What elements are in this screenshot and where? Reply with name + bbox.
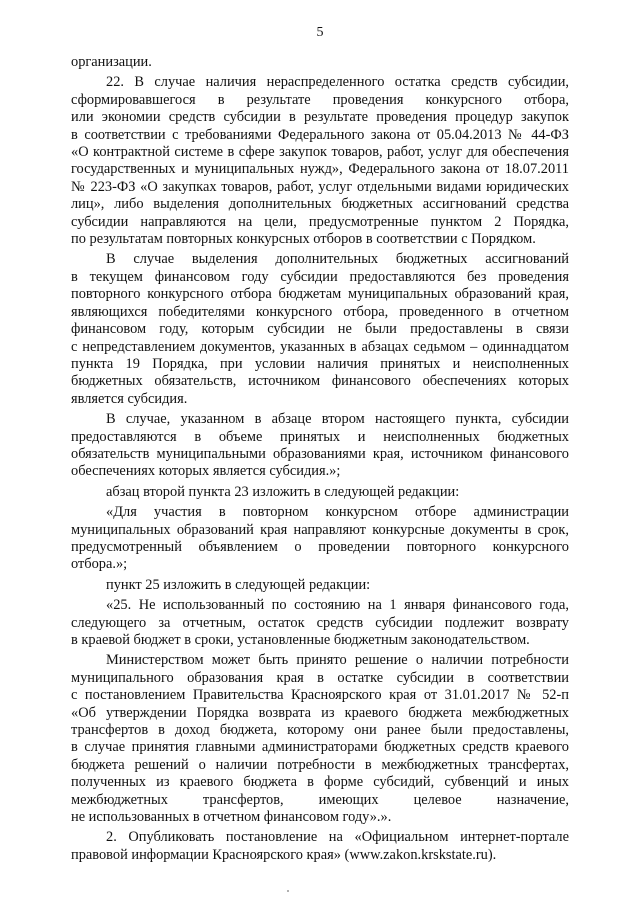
text-line: абзац второй пункта 23 изложить в следующей редакции: xyxy=(106,483,460,500)
paragraph xyxy=(71,251,569,408)
text-line: трансфертов в доход бюджета, которому они ранее были предоставлены, xyxy=(71,722,569,739)
paragraph xyxy=(71,504,569,574)
text-line: полученных из краевого бюджета в форме субсидий, субвенций и иных xyxy=(71,774,569,791)
scan-speck xyxy=(287,890,289,892)
text-line: В случае, указанном в абзаце втором настоящего пункта, субсидии xyxy=(106,411,569,428)
text-line: В случае выделения дополнительных бюджетных ассигнований xyxy=(106,251,569,268)
paragraph xyxy=(71,54,569,71)
text-line: межбюджетных трансфертов, имеющих целевое назначение, xyxy=(71,791,569,808)
text-line: сформировавшегося в результате проведения конкурсного отбора, xyxy=(71,91,569,108)
text-line: 2. Опубликовать постановление на «Официальном интернет-портале xyxy=(106,829,569,846)
text-line: организации. xyxy=(71,54,152,70)
paragraph xyxy=(71,484,569,501)
text-line: отбора.»; xyxy=(71,556,128,573)
text-line: «О контрактной системе в сфере закупок товаров, работ, услуг для обеспечения xyxy=(71,144,569,161)
text-line: пункта 19 Порядка, при условии наличия принятых и неисполненных xyxy=(71,355,569,372)
text-line: следующего за отчетным, остаток средств субсидии подлежит возврату xyxy=(71,614,569,631)
text-line: № 223-ФЗ «О закупках товаров, работ, услуг отдельными видами юридических xyxy=(71,178,569,195)
text-line: с непредставлением документов, указанных в абзацах седьмом – одиннадцатом xyxy=(71,338,569,355)
text-line: обязательств муниципальными образованиями края, источником финансового xyxy=(71,445,569,462)
text-line: «Для участия в повторном конкурсном отборе администрации xyxy=(106,504,569,521)
text-line: является субсидия. xyxy=(71,390,188,407)
text-line: бюджета решений о наличии потребности в межбюджетных трансфертах, xyxy=(71,756,569,773)
paragraph xyxy=(71,74,569,248)
text-line: в случае принятия главными администраторами бюджетных средств краевого xyxy=(71,739,569,756)
text-line: пункт 25 изложить в следующей редакции: xyxy=(106,576,371,593)
text-line: финансовом году, которым субсидии не были предоставлены в связи xyxy=(71,321,569,338)
text-line: государственных и муниципальных нужд», Федерального закона от 18.07.2011 xyxy=(71,161,569,178)
text-line: предусмотренный объявлением о проведении повторного конкурсного xyxy=(71,538,569,555)
text-line: по результатам повторных конкурсных отборов в соответствии с Порядком. xyxy=(71,231,536,248)
text-line: являющихся победителями конкурсного отбора, проведенного в отчетном xyxy=(71,303,569,320)
text-line: повторного конкурсного отбора бюджетам муниципальных образований края, xyxy=(71,286,569,303)
text-line: или экономии средств субсидии в результате проведения процедур закупок xyxy=(71,109,569,126)
paragraph xyxy=(71,597,569,649)
text-line: предоставляются в объеме принятых и неисполненных бюджетных xyxy=(71,428,569,445)
text-line: обеспечениях которых является субсидия.»; xyxy=(71,463,341,480)
text-line: бюджетных обязательств, источником финансового обеспечениях которых xyxy=(71,373,569,390)
paragraph xyxy=(71,411,569,481)
text-line: 22. В случае наличия нераспределенного остатка средств субсидии, xyxy=(106,74,569,91)
text-line: Министерством может быть принято решение о наличии потребности xyxy=(106,652,569,669)
text-line: муниципальных образований края направляют конкурсные документы в срок, xyxy=(71,521,569,538)
text-line: «25. Не использованный по состоянию на 1 января финансового года, xyxy=(106,597,569,614)
text-line: с постановлением Правительства Красноярского края от 31.01.2017 № 52-п xyxy=(71,687,569,704)
text-line: лиц», либо выделения дополнительных бюджетных ассигнований средства xyxy=(71,196,569,213)
text-line: не использованных в отчетном финансовом году».». xyxy=(71,809,392,826)
paragraph xyxy=(71,577,569,594)
paragraph xyxy=(71,652,569,826)
text-line: в краевой бюджет в сроки, установленные бюджетным законодательством. xyxy=(71,632,530,648)
text-line: в текущем финансовом году субсидии предоставляются без проведения xyxy=(71,268,569,285)
paragraph xyxy=(71,829,569,864)
text-line: «Об утверждении Порядка возврата из краевого бюджета межбюджетных xyxy=(71,704,569,721)
text-line: муниципального образования края в остатке субсидии в соответствии xyxy=(71,669,569,686)
text-line: субсидии направляются на цели, предусмотренные пунктом 2 Порядка, xyxy=(71,213,569,230)
text-line: правовой информации Красноярского края» (www.zakon.krskstate.ru). xyxy=(71,846,497,863)
document-body xyxy=(71,54,569,864)
page-number: 5 xyxy=(316,25,324,40)
text-line: в соответствии с требованиями Федерального закона от 05.04.2013 № 44-ФЗ xyxy=(71,126,569,143)
